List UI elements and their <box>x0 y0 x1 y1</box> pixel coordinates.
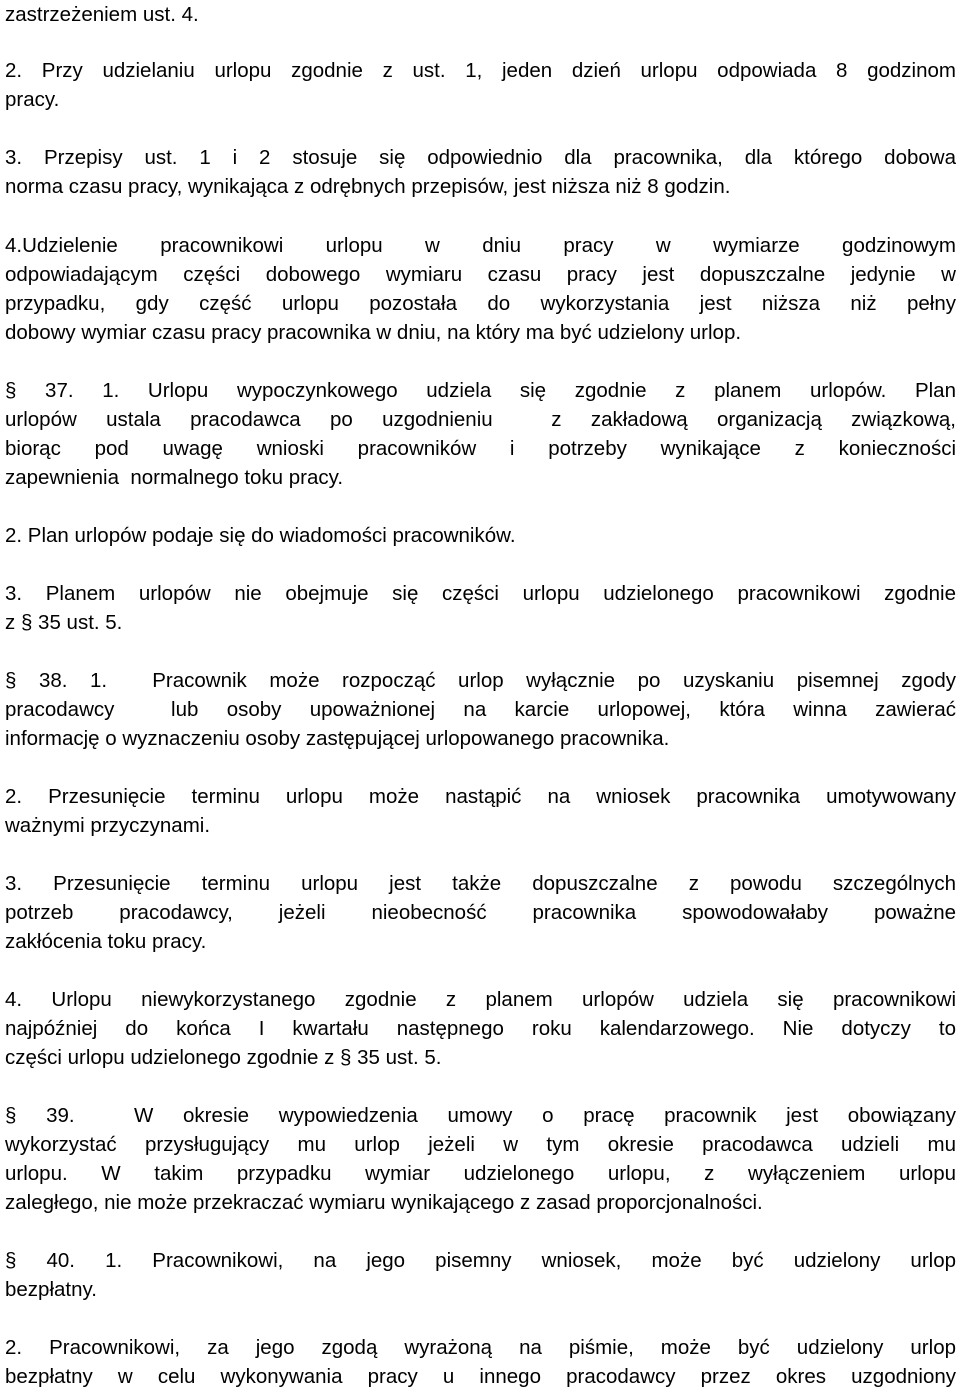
text-line: 2. Pracownikowi, za jego zgodą wyrażoną na piśmie, może być udzielony urlop <box>5 1336 956 1359</box>
text-line: dobowy wymiar czasu pracy pracownika w dniu, na który ma być udzielony urlop. <box>5 321 742 344</box>
text-line: informację o wyznaczeniu osoby zastępującej urlopowanego pracownika. <box>5 727 670 750</box>
text-line: bezpłatny w celu wykonywania pracy u innego pracodawcy przez okres uzgodniony <box>5 1365 956 1388</box>
text-line: norma czasu pracy, wynikająca z odrębnych przepisów, jest niższa niż 8 godzin. <box>5 175 731 198</box>
text-line: zakłócenia toku pracy. <box>5 930 207 953</box>
text-line: ważnymi przyczynami. <box>5 814 211 837</box>
text-line: 3. Przesunięcie terminu urlopu jest także dopuszczalne z powodu szczególnych <box>5 872 956 895</box>
text-line: zastrzeżeniem ust. 4. <box>5 3 199 26</box>
text-line: urlopów ustala pracodawca po uzgodnieniu z zakładową organizacją związkową, <box>5 408 956 431</box>
text-line: 4. Urlopu niewykorzystanego zgodnie z planem urlopów udziela się pracownikowi <box>5 988 956 1011</box>
text-line: zaległego, nie może przekraczać wymiaru wynikającego z zasad proporcjonalności. <box>5 1191 763 1214</box>
text-line: 2. Przesunięcie terminu urlopu może nastąpić na wniosek pracownika umotywowany <box>5 785 956 808</box>
text-line: odpowiadającym części dobowego wymiaru czasu pracy jest dopuszczalne jedynie w <box>5 263 956 286</box>
text-line: biorąc pod uwagę wnioski pracowników i potrzeby wynikające z konieczności <box>5 437 956 460</box>
text-line: 3. Planem urlopów nie obejmuje się części urlopu udzielonego pracownikowi zgodnie <box>5 582 956 605</box>
text-line: § 40. 1. Pracownikowi, na jego pisemny wniosek, może być udzielony urlop <box>5 1249 956 1272</box>
text-line: bezpłatny. <box>5 1278 97 1301</box>
text-line: potrzeb pracodawcy, jeżeli nieobecność pracownika spowodowałaby poważne <box>5 901 956 924</box>
text-line: 2. Przy udzielaniu urlopu zgodnie z ust. 1, jeden dzień urlopu odpowiada 8 godzinom <box>5 59 956 82</box>
text-line: § 39. W okresie wypowiedzenia umowy o pracę pracownik jest obowiązany <box>5 1104 956 1127</box>
text-line: urlopu. W takim przypadku wymiar udzielonego urlopu, z wyłączeniem urlopu <box>5 1162 956 1185</box>
text-line: § 38. 1. Pracownik może rozpocząć urlop wyłącznie po uzyskaniu pisemnej zgody <box>5 669 956 692</box>
text-line: przypadku, gdy część urlopu pozostała do wykorzystania jest niższa niż pełny <box>5 292 956 315</box>
text-line: 3. Przepisy ust. 1 i 2 stosuje się odpowiednio dla pracownika, dla którego dobowa <box>5 146 956 169</box>
text-line: z § 35 ust. 5. <box>5 611 123 634</box>
text-line: pracy. <box>5 88 60 111</box>
text-line: pracodawcy lub osoby upoważnionej na karcie urlopowej, która winna zawierać <box>5 698 956 721</box>
text-line: najpóźniej do końca I kwartału następnego roku kalendarzowego. Nie dotyczy to <box>5 1017 956 1040</box>
text-line: 2. Plan urlopów podaje się do wiadomości pracowników. <box>5 524 516 547</box>
text-line: § 37. 1. Urlopu wypoczynkowego udziela się zgodnie z planem urlopów. Plan <box>5 379 956 402</box>
text-line: 4.Udzielenie pracownikowi urlopu w dniu pracy w wymiarze godzinowym <box>5 234 956 257</box>
text-line: zapewnienia normalnego toku pracy. <box>5 466 344 489</box>
text-line: wykorzystać przysługujący mu urlop jeżeli w tym okresie pracodawca udzieli mu <box>5 1133 956 1156</box>
text-line: części urlopu udzielonego zgodnie z § 35 ust. 5. <box>5 1046 442 1069</box>
